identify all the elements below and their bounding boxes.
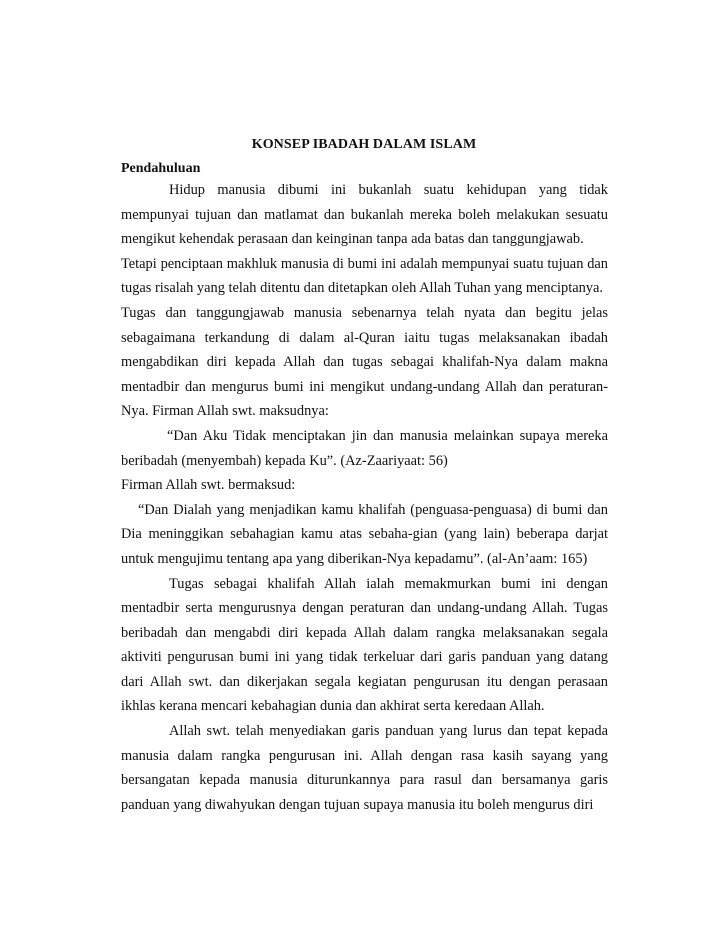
paragraph-firman: Firman Allah swt. bermaksud: [121, 477, 296, 494]
paragraph-intro: Hidup manusia dibumi ini bukanlah suatu kehidupan yang tidak mempunyai tujuan dan matlamat dan bukanlah mereka boleh melakukan sesuatu mengikut kehendak perasaan dan keinginan tanpa ada batas dan tanggungjawab. [121, 182, 608, 248]
paragraph-duties: Tugas dan tanggungjawab manusia sebenarnya telah nyata dan begitu jelas sebagaimana terkandung di dalam al-Quran iaitu tugas melaksanakan ibadah mengabdikan diri kepada Allah dan tugas sebagai khalifah-Nya dalam makna mentadbir dan mengurus bumi ini mengikut undang-undang Allah dan peraturan-Nya. Firman Allah swt. maksudnya: [121, 304, 608, 420]
paragraph-purpose: Tetapi penciptaan makhluk manusia di bumi ini adalah mempunyai suatu tujuan dan tugas risalah yang telah ditentu dan ditetapkan oleh Allah Tuhan yang menciptanya. [121, 255, 608, 297]
document-body [121, 178, 608, 817]
quote-az-zaariyaat: “Dan Aku Tidak menciptakan jin dan manusia melainkan supaya mereka beribadah (menyembah) kepada Ku”. (Az-Zaariyaat: 56) [121, 427, 608, 469]
document-title: KONSEP IBADAH DALAM ISLAM [251, 137, 477, 152]
section-heading: Pendahuluan [121, 161, 201, 176]
paragraph-khalifah: Tugas sebagai khalifah Allah ialah memakmurkan bumi ini dengan mentadbir serta mengurusnya dengan peraturan dan undang-undang Allah. Tugas beribadah dan mengabdi diri kepada Allah dalam rangka melaksanakan segala aktiviti pengurusan bumi ini yang tidak terkeluar dari garis panduan yang datang dari Allah swt. dan dikerjakan segala kegiatan pengurusan itu dengan perasaan ikhlas kerana mencari kebahagian dunia dan akhirat serta keredaan Allah. [121, 575, 608, 715]
paragraph-guidance: Allah swt. telah menyediakan garis panduan yang lurus dan tepat kepada manusia dalam rangka pengurusan ini. Allah dengan rasa kasih sayang yang bersangatan kepada manusia diturunkannya para rasul dan bersamanya garis panduan yang diwahyukan dengan tujuan supaya manusia itu boleh mengurus diri [121, 723, 608, 813]
quote-al-anaam: “Dan Dialah yang menjadikan kamu khalifah (penguasa-penguasa) di bumi dan Dia meninggikan sebahagian kamu atas sebaha-gian (yang lain) beberapa darjat untuk mengujimu tentang apa yang diberikan-Nya kepadamu”. (al-An’aam: 165) [121, 501, 608, 567]
